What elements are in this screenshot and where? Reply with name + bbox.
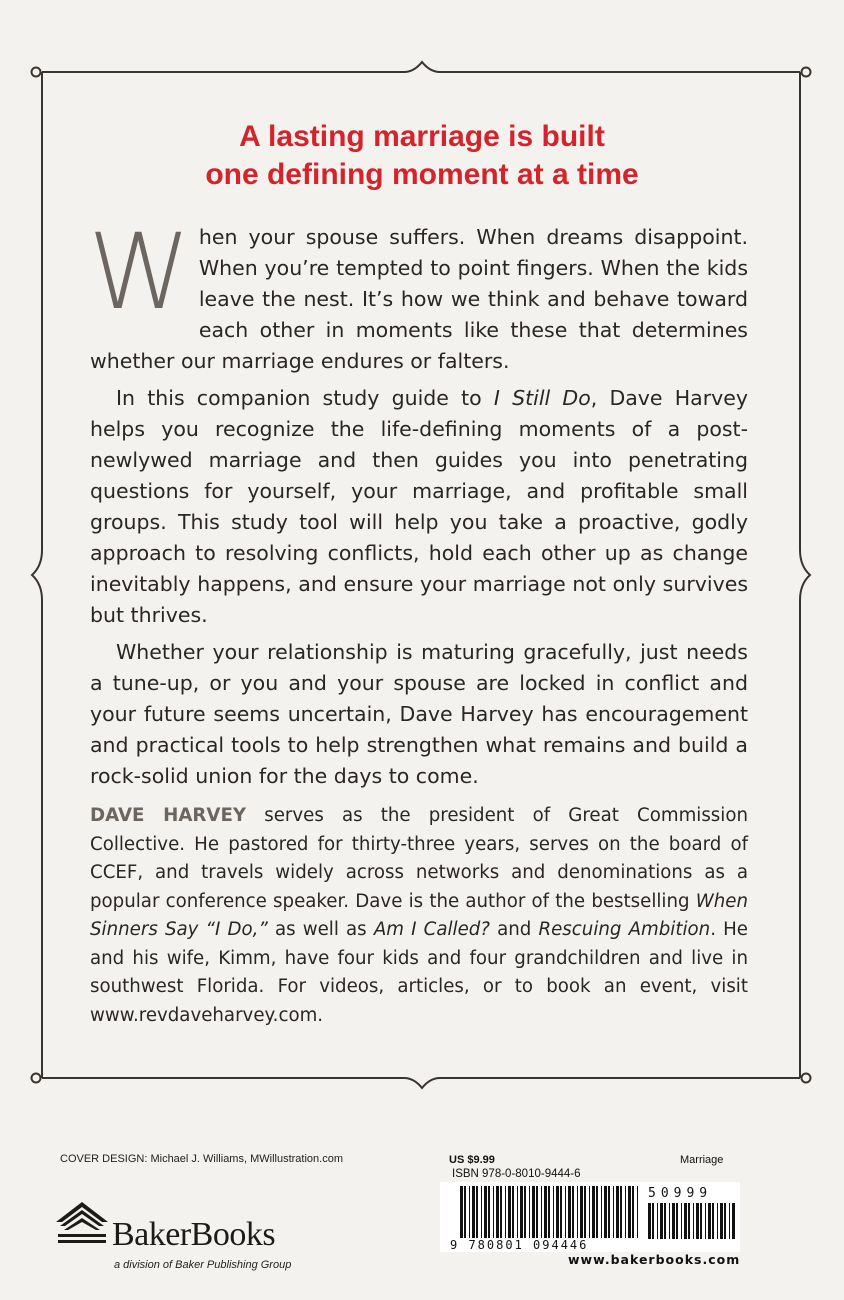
barcode-bar <box>460 1186 463 1238</box>
headline-line-2: one defining moment at a time <box>205 158 639 191</box>
description-paragraph-1-text: hen your spouse suffers. When dreams disappoint. When you’re tempted to point fingers. When the kids leave the nest. It’s how we think and behave toward each other in moments like these that determines whether our marriage endures or falters. <box>90 225 748 373</box>
barcode-bar <box>536 1186 538 1238</box>
barcode-bar <box>544 1186 547 1238</box>
headline-line-1: A lasting marriage is built <box>239 120 605 153</box>
barcode-bar <box>464 1186 466 1238</box>
publisher-division: a division of Baker Publishing Group <box>114 1259 292 1271</box>
book-title-i-still-do: I Still Do <box>493 386 591 410</box>
barcode-bar <box>560 1186 562 1238</box>
barcode-bar <box>493 1186 494 1238</box>
barcode-bar <box>684 1203 687 1239</box>
barcode-bar <box>469 1186 470 1238</box>
barcode-bar <box>556 1186 559 1238</box>
bio-text-3: and <box>489 919 539 940</box>
barcode-bar <box>589 1186 590 1238</box>
bio-text-1: serves as the president of Great Commission Collective. He pastored for thirty-three years, serves on the board of CCEF, and travels widely across networks and denominations as a popular conference speaker. Dave is the author of the bestselling <box>90 805 748 912</box>
barcode-bar <box>696 1203 699 1239</box>
barcode-bar <box>496 1186 499 1238</box>
barcode-bar <box>660 1203 663 1239</box>
barcode-bar <box>548 1186 550 1238</box>
barcode-bar <box>720 1203 723 1239</box>
barcode-bar <box>577 1186 578 1238</box>
drop-cap: W <box>88 211 191 333</box>
bio-text-2: as well as <box>267 919 374 940</box>
barcode-bar <box>608 1186 610 1238</box>
barcode-bar <box>529 1186 530 1238</box>
isbn-barcode <box>460 1186 640 1238</box>
barcode-bar <box>580 1186 583 1238</box>
barcode-bar <box>672 1203 675 1239</box>
barcode-bar <box>693 1203 694 1239</box>
barcode-bar <box>676 1203 678 1239</box>
barcode-bar <box>628 1186 631 1238</box>
barcode-bar <box>568 1186 571 1238</box>
barcode-bar <box>508 1186 511 1238</box>
publisher-website: www.bakerbooks.com <box>568 1252 741 1267</box>
description-paragraph-2-start: In this companion study guide to <box>116 386 494 410</box>
barcode-bar <box>652 1203 654 1239</box>
barcode-bar <box>512 1186 514 1238</box>
barcode-bar <box>500 1186 502 1238</box>
description-paragraph-3: Whether your relationship is maturing gracefully, just needs a tune-up, or you and your spouse are locked in conflict and your future seems uncertain, Dave Harvey has encouragement and practical tools to help strengthen what remains and build a rock-solid union for the days to come. <box>90 640 748 788</box>
barcode-bar <box>708 1203 711 1239</box>
bakerbooks-logo-icon <box>52 1196 112 1256</box>
barcode-bar <box>657 1203 658 1239</box>
barcode-bar <box>669 1203 670 1239</box>
barcode-bar <box>481 1186 482 1238</box>
barcode-bar <box>565 1186 566 1238</box>
barcode-bar <box>705 1203 706 1239</box>
barcode-bar <box>729 1203 730 1239</box>
barcode-bar <box>712 1203 714 1239</box>
description-paragraph-2-end: , Dave Harvey helps you recognize the life-defining moments of a post-newlywed marriage and then guides you into penetrating questions for yourself, your marriage, and profitable small groups. This study tool will help you take a proactive, godly approach to resolving conflicts, hold each other up as change inevitably happens, and ensure your marriage not only survives but thrives. <box>90 386 748 627</box>
barcode-bar <box>632 1186 634 1238</box>
barcode-bar <box>572 1186 574 1238</box>
author-name: DAVE HARVEY <box>90 805 247 826</box>
bio-text-4: . He and his wife, Kimm, have four kids and four grandchildren and live in southwest Florida. For videos, articles, or to book an event, visit www.revdaveharvey.com. <box>90 919 748 1026</box>
barcode-bar <box>604 1186 607 1238</box>
barcode-bar <box>484 1186 487 1238</box>
barcode-bar <box>476 1186 478 1238</box>
barcode-bar <box>724 1203 726 1239</box>
bio-title-2: Am I Called? <box>373 919 490 940</box>
author-bio <box>90 802 748 1030</box>
price: US $9.99 <box>449 1154 495 1166</box>
barcode-bar <box>472 1186 475 1238</box>
barcode-bar <box>524 1186 526 1238</box>
barcode-bar <box>637 1186 638 1238</box>
barcode-bar <box>620 1186 622 1238</box>
barcode-digits: 9 780801 094446 <box>450 1238 589 1252</box>
barcode-bar <box>732 1203 735 1239</box>
barcode-bar <box>592 1186 595 1238</box>
price-code: 50999 <box>648 1186 713 1201</box>
price-barcode <box>648 1203 738 1239</box>
barcode-bar <box>596 1186 598 1238</box>
barcode-bar <box>505 1186 506 1238</box>
barcode-bar <box>717 1203 718 1239</box>
bio-title-3: Rescuing Ambition <box>538 919 711 940</box>
barcode-bar <box>601 1186 602 1238</box>
barcode-bar <box>584 1186 586 1238</box>
headline <box>60 118 784 194</box>
category: Marriage <box>680 1154 724 1166</box>
publisher-name: BakerBooks <box>112 1216 276 1253</box>
barcode-bar <box>700 1203 702 1239</box>
cover-design-credit: COVER DESIGN: Michael J. Williams, MWillustration.com <box>60 1153 343 1165</box>
barcode-bar <box>532 1186 535 1238</box>
book-description <box>88 211 748 798</box>
barcode-bar <box>688 1203 690 1239</box>
barcode-bar <box>613 1186 614 1238</box>
barcode-bar <box>541 1186 542 1238</box>
description-paragraph-1 <box>88 211 748 377</box>
barcode-bar <box>648 1203 651 1239</box>
barcode-bar <box>517 1186 518 1238</box>
barcode-bar <box>625 1186 626 1238</box>
barcode-bar <box>681 1203 682 1239</box>
barcode-bar <box>616 1186 619 1238</box>
barcode-bar <box>488 1186 490 1238</box>
isbn: ISBN 978-0-8010-9444-6 <box>452 1168 581 1180</box>
barcode-bar <box>553 1186 554 1238</box>
barcode-bar <box>520 1186 523 1238</box>
description-paragraph-2 <box>90 383 748 631</box>
barcode-bar <box>664 1203 666 1239</box>
bio-title-1: When Sinners Say “I Do,” <box>90 890 748 940</box>
